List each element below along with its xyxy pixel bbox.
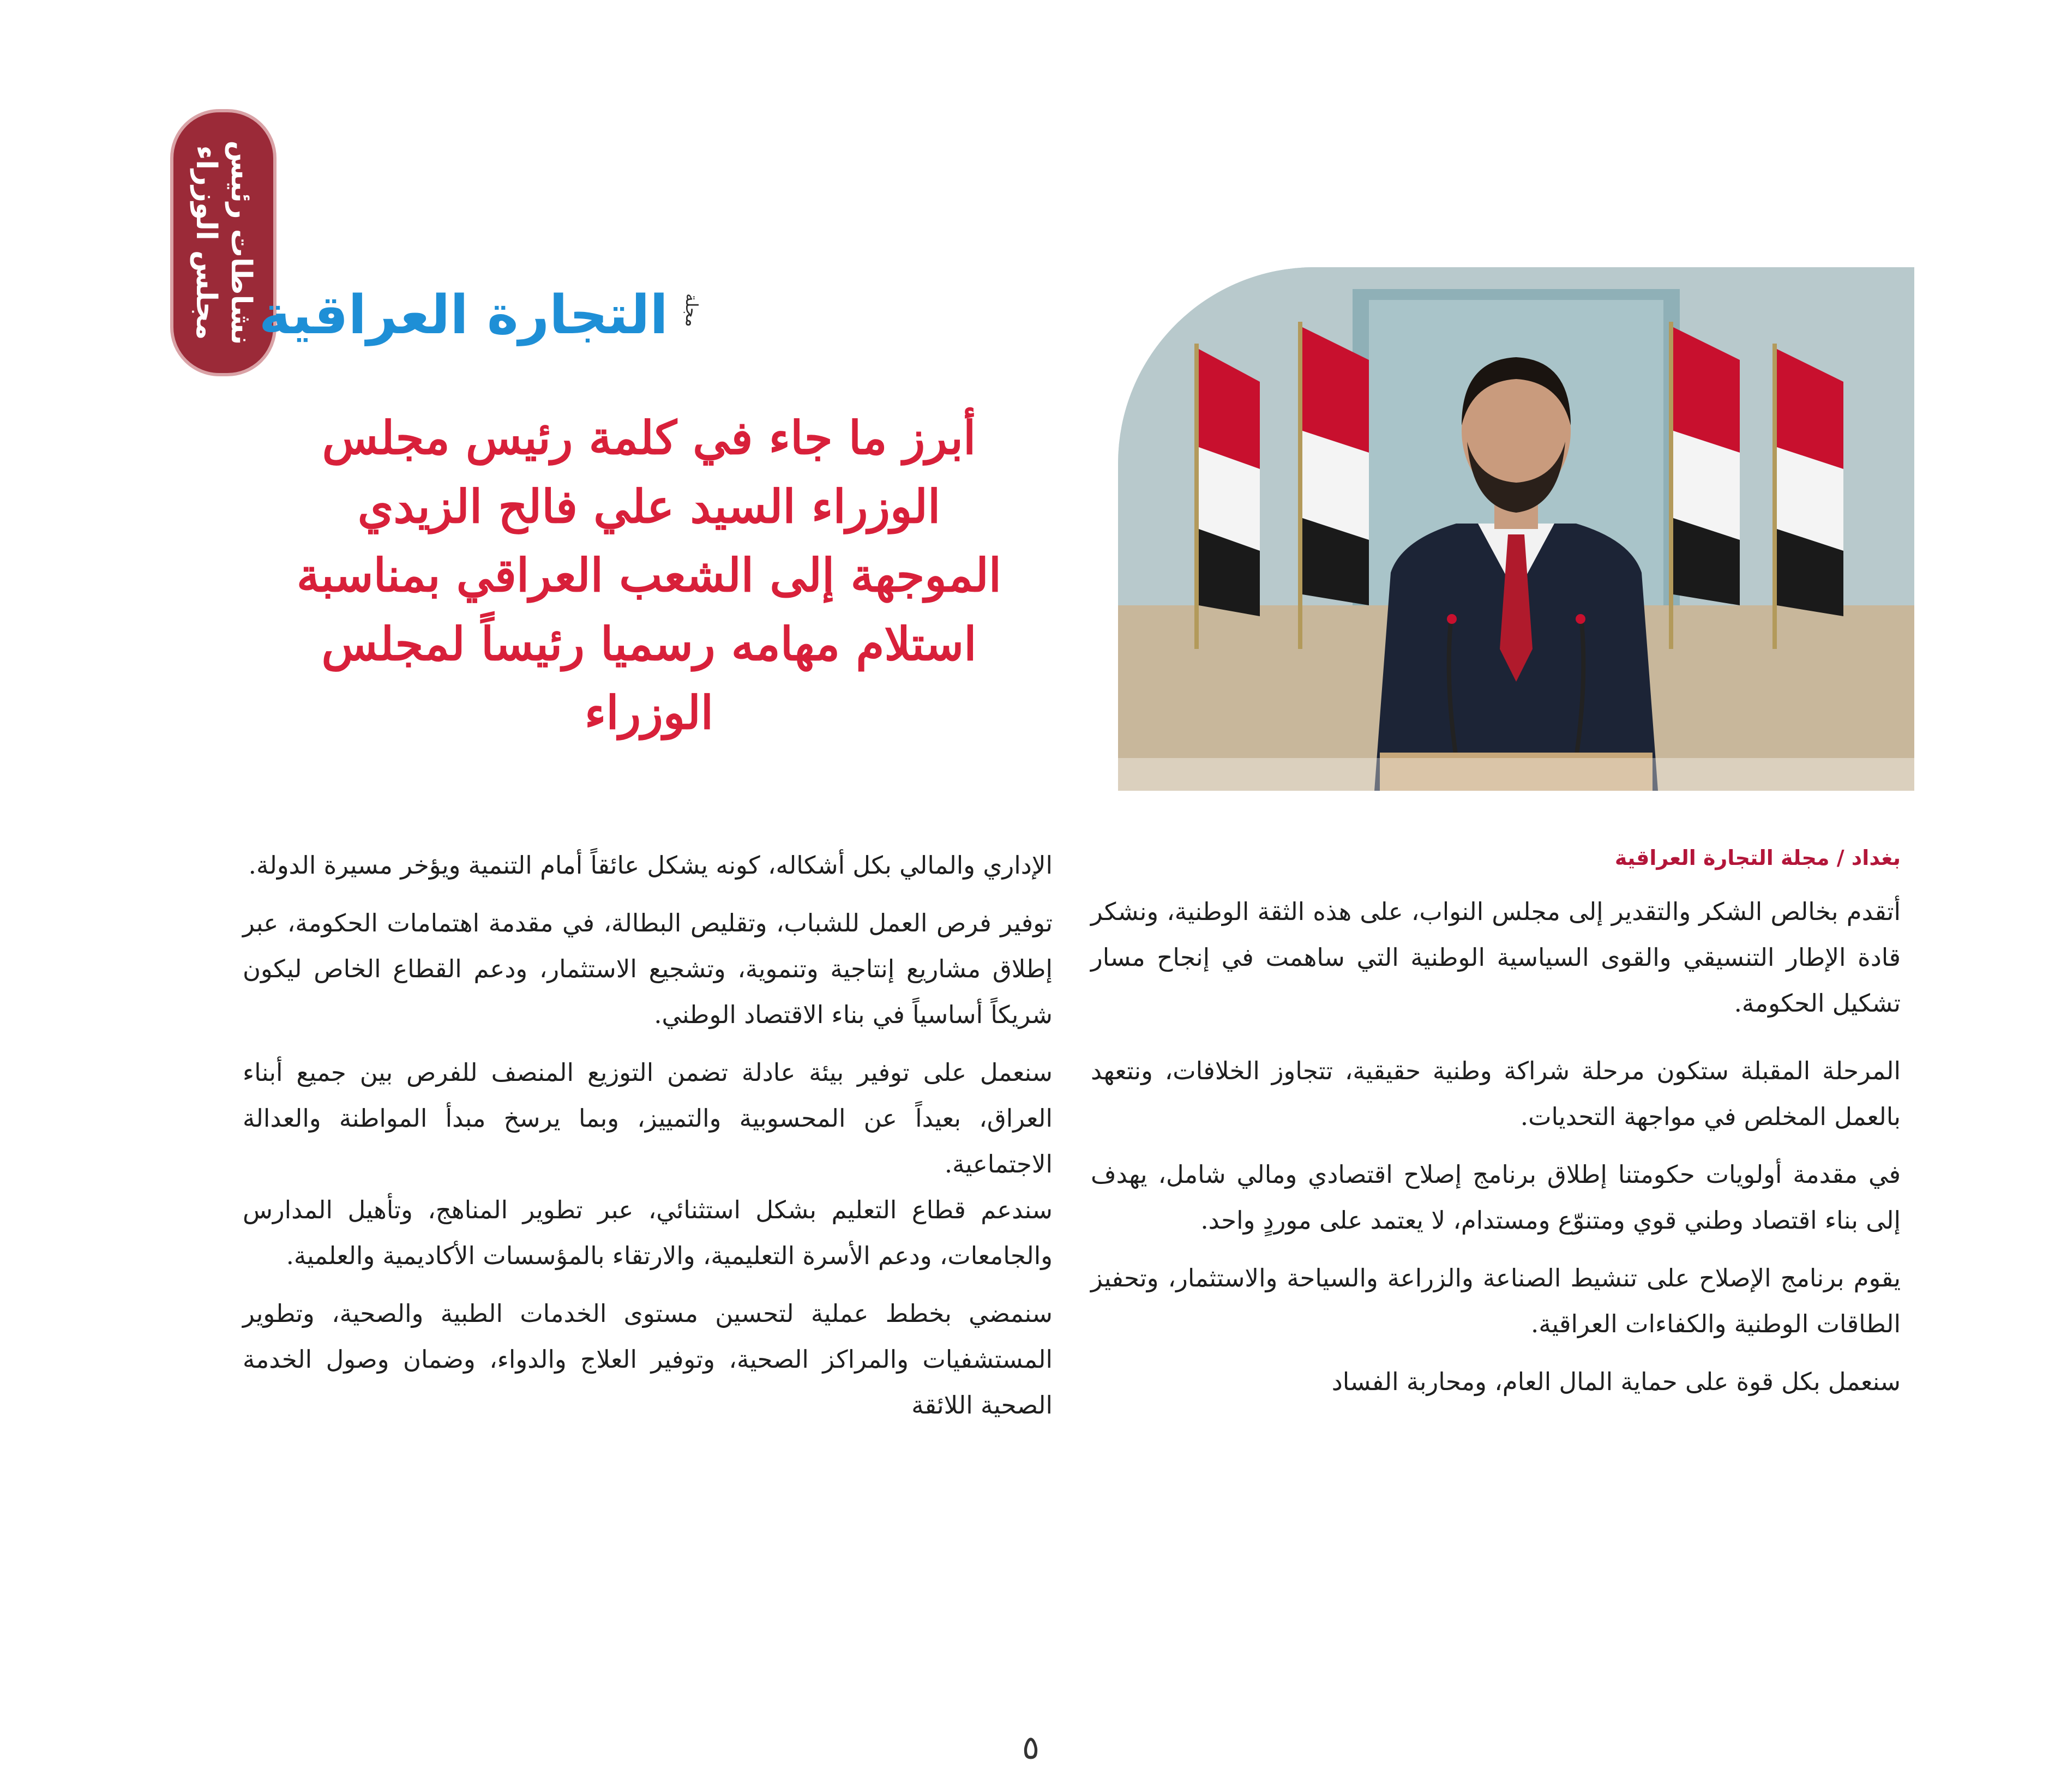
paragraph: سنعمل بكل قوة على حماية المال العام، ومحاربة الفساد <box>1331 1367 1901 1396</box>
headline-line: الوزراء <box>584 685 714 739</box>
paragraph: يقوم برنامج الإصلاح على تنشيط الصناعة والزراعة والسياحة والاستثمار، وتحفيز الطاقات الوطنية والكفاءات العراقية. <box>1091 1264 1901 1338</box>
byline: بغداد / مجلة التجارة العراقية <box>1614 846 1901 870</box>
paragraph: توفير فرص العمل للشباب، وتقليص البطالة، في مقدمة اهتمامات الحكومة، عبر إطلاق مشاريع إنتاجية وتنموية، وتشجيع الاستثمار، ودعم القطاع الخاص ليكون شريكاً أساسياً في بناء الاقتصاد الوطني. <box>243 909 1053 1029</box>
flag-right-2 <box>1772 344 1843 649</box>
paragraph: الإداري والمالي بكل أشكاله، كونه يشكل عائقاً أمام التنمية ويؤخر مسيرة الدولة. <box>248 851 1053 880</box>
headline <box>273 404 1025 747</box>
article-column-right <box>1091 889 1901 1405</box>
flag-left-1 <box>1194 344 1260 649</box>
headline-line: أبرز ما جاء في كلمة رئيس مجلس <box>322 411 976 465</box>
magazine-logo <box>259 282 701 353</box>
section-tab-label: نشاطات رئيس مجلس الوزراء <box>189 140 257 345</box>
paragraph: في مقدمة أولويات حكومتنا إطلاق برنامج إصلاح اقتصادي ومالي شامل، يهدف إلى بناء اقتصاد وطني قوي ومتنوّع ومستدام، لا يعتمد على موردٍ واحد. <box>1091 1160 1901 1235</box>
paragraph: سنمضي بخطط عملية لتحسين مستوى الخدمات الطبية والصحية، وتطوير المستشفيات والمراكز الصحية، وتوفير العلاج والدواء، وضمان وصول الخدمة الصحية اللائقة <box>243 1299 1053 1420</box>
headline-line: الوزراء السيد علي فالح الزيدي <box>357 479 941 533</box>
headline-line: استلام مهامه رسميا رئيساً لمجلس <box>321 617 977 671</box>
page-number: ٥ <box>1022 1729 1040 1767</box>
photo-illustration <box>1118 267 1914 791</box>
paragraph: أتقدم بخالص الشكر والتقدير إلى مجلس النواب، على هذه الثقة الوطنية، ونشكر قادة الإطار التنسيقي والقوى السياسية الوطنية التي ساهمت في إنجاح مسار تشكيل الحكومة. <box>1091 897 1901 1018</box>
logo-small-label: مجلة <box>682 293 701 327</box>
paragraph: سنعمل على توفير بيئة عادلة تضمن التوزيع المنصف للفرص بين جميع أبناء العراق، بعيداً عن المحسوبية والتمييز، وبما يرسخ مبدأ المواطنة والعدالة الاجتماعية. <box>243 1058 1053 1178</box>
article-column-left <box>243 843 1053 1428</box>
headline-line: الموجهة إلى الشعب العراقي بمناسبة <box>296 548 1002 602</box>
paragraph: المرحلة المقبلة ستكون مرحلة شراكة وطنية حقيقية، تتجاوز الخلافات، ونتعهد بالعمل المخلص في مواجهة التحديات. <box>1091 1056 1901 1131</box>
logo-main-label: التجارة العراقية <box>259 284 668 346</box>
paragraph: سندعم قطاع التعليم بشكل استثنائي، عبر تطوير المناهج، وتأهيل المدارس والجامعات، ودعم الأسرة التعليمية، والارتقاء بالمؤسسات الأكاديمية والعلمية. <box>243 1195 1053 1270</box>
prime-minister-photo <box>1118 267 1914 791</box>
